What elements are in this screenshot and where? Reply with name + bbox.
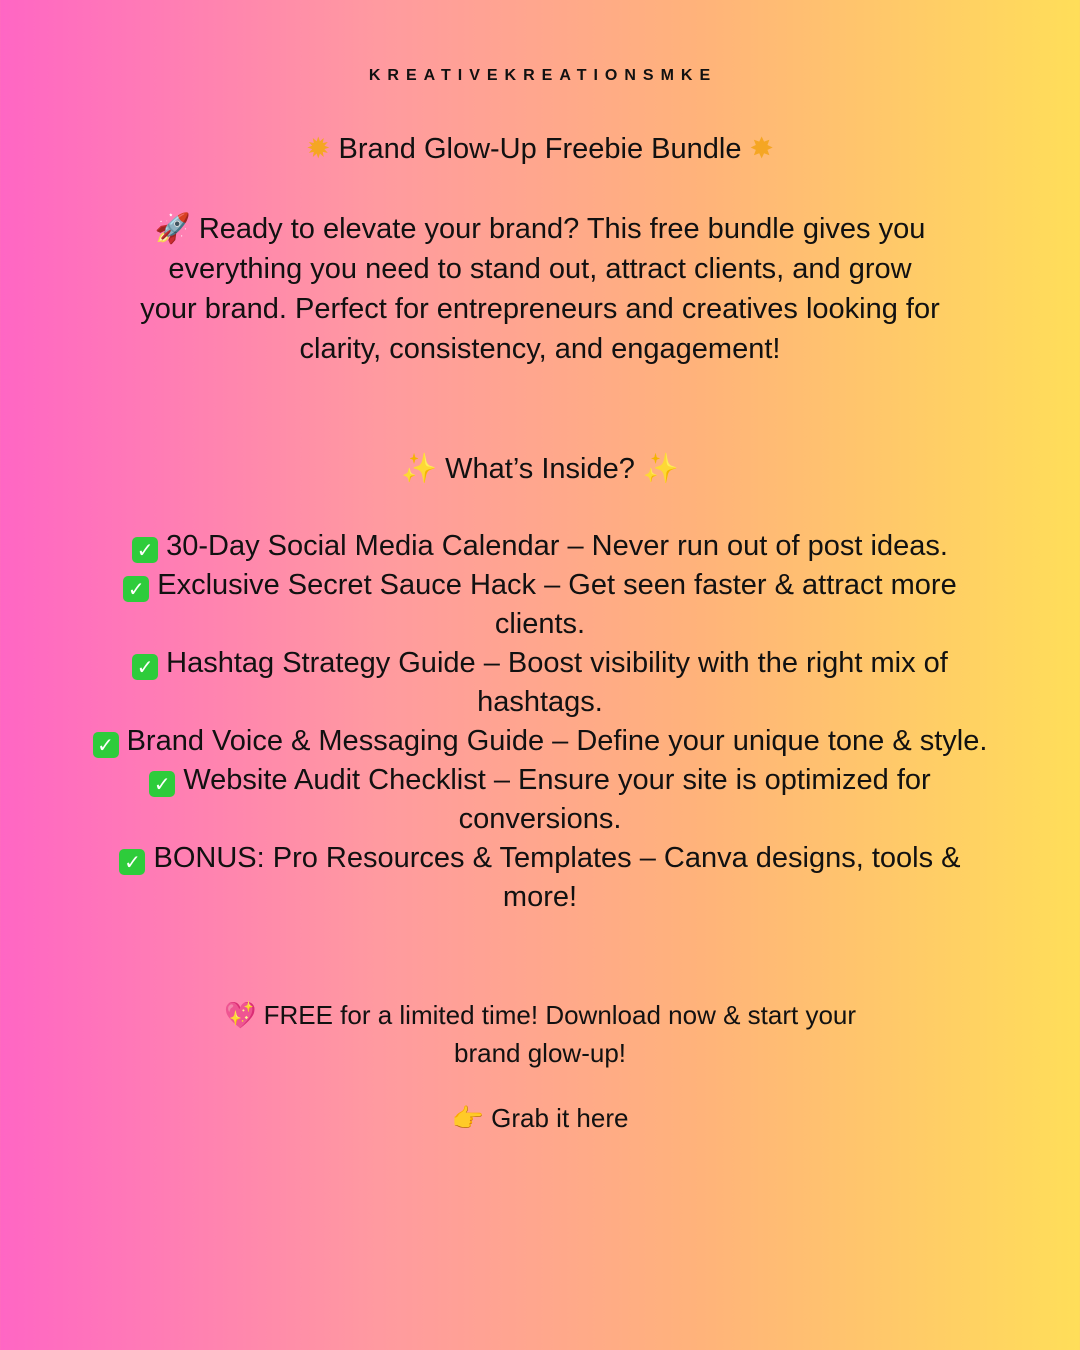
- intro-paragraph: [140, 208, 940, 369]
- cta-text: [190, 997, 890, 1072]
- check-icon: ✓: [119, 849, 145, 875]
- brand-name: KREATIVEKREATIONSMKE: [368, 67, 718, 84]
- sparkles-icon: ✨: [642, 451, 680, 485]
- page-title: [0, 128, 1080, 169]
- rocket-icon: 🚀: [154, 211, 191, 245]
- list-item-text: Brand Voice & Messaging Guide – Define your unique tone & style.: [126, 725, 988, 757]
- check-icon: ✓: [149, 771, 175, 797]
- inside-list: [80, 527, 1000, 917]
- list-item-text: 30-Day Social Media Calendar – Never run out of post ideas.: [166, 530, 948, 562]
- section-heading: [0, 448, 1080, 489]
- page-title-text: Brand Glow-Up Freebie Bundle: [338, 133, 742, 165]
- check-icon: ✓: [132, 537, 158, 563]
- list-item-text: BONUS: Pro Resources & Templates – Canva designs, tools & more!: [153, 842, 961, 913]
- check-icon: ✓: [93, 732, 119, 758]
- sun-icon: ✹: [306, 131, 331, 165]
- sparkles-icon: ✨: [400, 451, 438, 485]
- sparkling-heart-icon: 💖: [223, 1001, 257, 1031]
- list-item: [80, 527, 1000, 566]
- check-icon: ✓: [123, 576, 149, 602]
- list-item: [80, 839, 1000, 917]
- section-heading-text: What’s Inside?: [445, 453, 635, 485]
- pointing-hand-icon: 👉: [451, 1104, 484, 1134]
- grab-link-label[interactable]: Grab it here: [491, 1103, 629, 1133]
- list-item: [80, 761, 1000, 839]
- star-icon: ✸: [749, 131, 774, 165]
- list-item-text: Website Audit Checklist – Ensure your site is optimized for conversions.: [183, 764, 931, 835]
- cta-message: FREE for a limited time! Download now & start your brand glow-up!: [263, 1000, 857, 1068]
- check-icon: ✓: [132, 654, 158, 680]
- grab-link[interactable]: [0, 1100, 1080, 1138]
- intro-text: Ready to elevate your brand? This free bundle gives you everything you need to stand out, attract clients, and grow your brand. Perfect for entrepreneurs and creatives looking for clarity, consistency, and engagement!: [140, 213, 940, 365]
- list-item: [80, 722, 1000, 761]
- list-item: [80, 566, 1000, 644]
- list-item-text: Exclusive Secret Sauce Hack – Get seen faster & attract more clients.: [157, 569, 957, 640]
- list-item-text: Hashtag Strategy Guide – Boost visibility with the right mix of hashtags.: [166, 647, 948, 718]
- list-item: [80, 644, 1000, 722]
